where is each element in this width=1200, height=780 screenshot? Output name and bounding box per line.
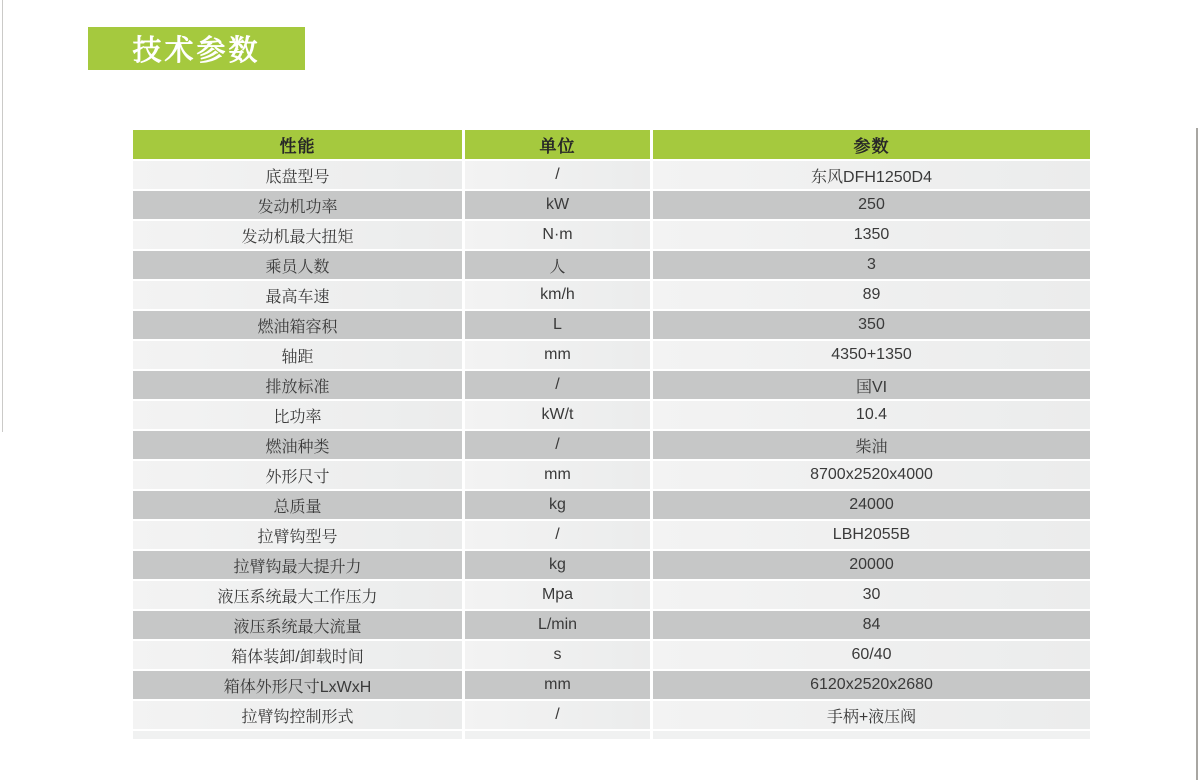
spec-value-cell: 8700x2520x4000 — [653, 461, 1090, 489]
spec-unit-cell: s — [465, 641, 650, 669]
spec-unit-cell: / — [465, 161, 650, 189]
spec-unit-cell: mm — [465, 461, 650, 489]
spec-value-cell: 东风DFH1250D4 — [653, 161, 1090, 189]
spec-value-cell: 24000 — [653, 491, 1090, 519]
spec-name-cell: 拉臂钩控制形式 — [133, 701, 462, 729]
partial-cell — [465, 731, 650, 739]
spec-name-cell: 排放标准 — [133, 371, 462, 399]
spec-value-cell: 3 — [653, 251, 1090, 279]
spec-name-cell: 轴距 — [133, 341, 462, 369]
spec-value-cell: 4350+1350 — [653, 341, 1090, 369]
spec-unit-cell: / — [465, 521, 650, 549]
title-badge-label: 技术参数 — [132, 35, 261, 67]
spec-unit-cell: / — [465, 701, 650, 729]
spec-name-cell: 底盘型号 — [133, 161, 462, 189]
spec-name-cell: 发动机最大扭矩 — [133, 221, 462, 249]
spec-value-cell: 国VI — [653, 371, 1090, 399]
header-cell-unit: 单位 — [465, 130, 650, 159]
spec-value-cell: 20000 — [653, 551, 1090, 579]
spec-name-cell: 外形尺寸 — [133, 461, 462, 489]
spec-unit-cell: mm — [465, 341, 650, 369]
spec-name-cell: 拉臂钩最大提升力 — [133, 551, 462, 579]
spec-unit-cell: Mpa — [465, 581, 650, 609]
spec-unit-cell: N·m — [465, 221, 650, 249]
spec-value-cell: 250 — [653, 191, 1090, 219]
spec-value-cell: 柴油 — [653, 431, 1090, 459]
page-edge-right — [1196, 128, 1198, 780]
spec-name-cell: 总质量 — [133, 491, 462, 519]
spec-unit-cell: / — [465, 431, 650, 459]
spec-unit-cell: mm — [465, 671, 650, 699]
spec-name-cell: 箱体外形尺寸LxWxH — [133, 671, 462, 699]
spec-value-cell: 1350 — [653, 221, 1090, 249]
header-cell-performance: 性能 — [133, 130, 462, 159]
spec-name-cell: 最高车速 — [133, 281, 462, 309]
spec-unit-cell: km/h — [465, 281, 650, 309]
spec-value-cell: 89 — [653, 281, 1090, 309]
spec-unit-cell: L — [465, 311, 650, 339]
spec-table — [133, 130, 1090, 739]
partial-cell — [133, 731, 462, 739]
spec-name-cell: 发动机功率 — [133, 191, 462, 219]
spec-name-cell: 拉臂钩型号 — [133, 521, 462, 549]
spec-unit-cell: / — [465, 371, 650, 399]
spec-unit-cell: kW — [465, 191, 650, 219]
spec-value-cell: 84 — [653, 611, 1090, 639]
spec-name-cell: 液压系统最大工作压力 — [133, 581, 462, 609]
spec-unit-cell: kg — [465, 491, 650, 519]
spec-unit-cell: L/min — [465, 611, 650, 639]
partial-cell — [653, 731, 1090, 739]
spec-value-cell: 手柄+液压阀 — [653, 701, 1090, 729]
spec-name-cell: 乘员人数 — [133, 251, 462, 279]
page-edge-left — [2, 0, 3, 432]
spec-value-cell: 30 — [653, 581, 1090, 609]
spec-value-cell: 350 — [653, 311, 1090, 339]
spec-name-cell: 燃油种类 — [133, 431, 462, 459]
header-cell-parameter: 参数 — [653, 130, 1090, 159]
spec-value-cell: 10.4 — [653, 401, 1090, 429]
spec-unit-cell: 人 — [465, 251, 650, 279]
spec-unit-cell: kg — [465, 551, 650, 579]
spec-name-cell: 燃油箱容积 — [133, 311, 462, 339]
spec-unit-cell: kW/t — [465, 401, 650, 429]
spec-value-cell: LBH2055B — [653, 521, 1090, 549]
spec-value-cell: 60/40 — [653, 641, 1090, 669]
title-badge — [88, 27, 305, 70]
spec-value-cell: 6120x2520x2680 — [653, 671, 1090, 699]
spec-name-cell: 箱体装卸/卸载时间 — [133, 641, 462, 669]
spec-name-cell: 比功率 — [133, 401, 462, 429]
spec-name-cell: 液压系统最大流量 — [133, 611, 462, 639]
